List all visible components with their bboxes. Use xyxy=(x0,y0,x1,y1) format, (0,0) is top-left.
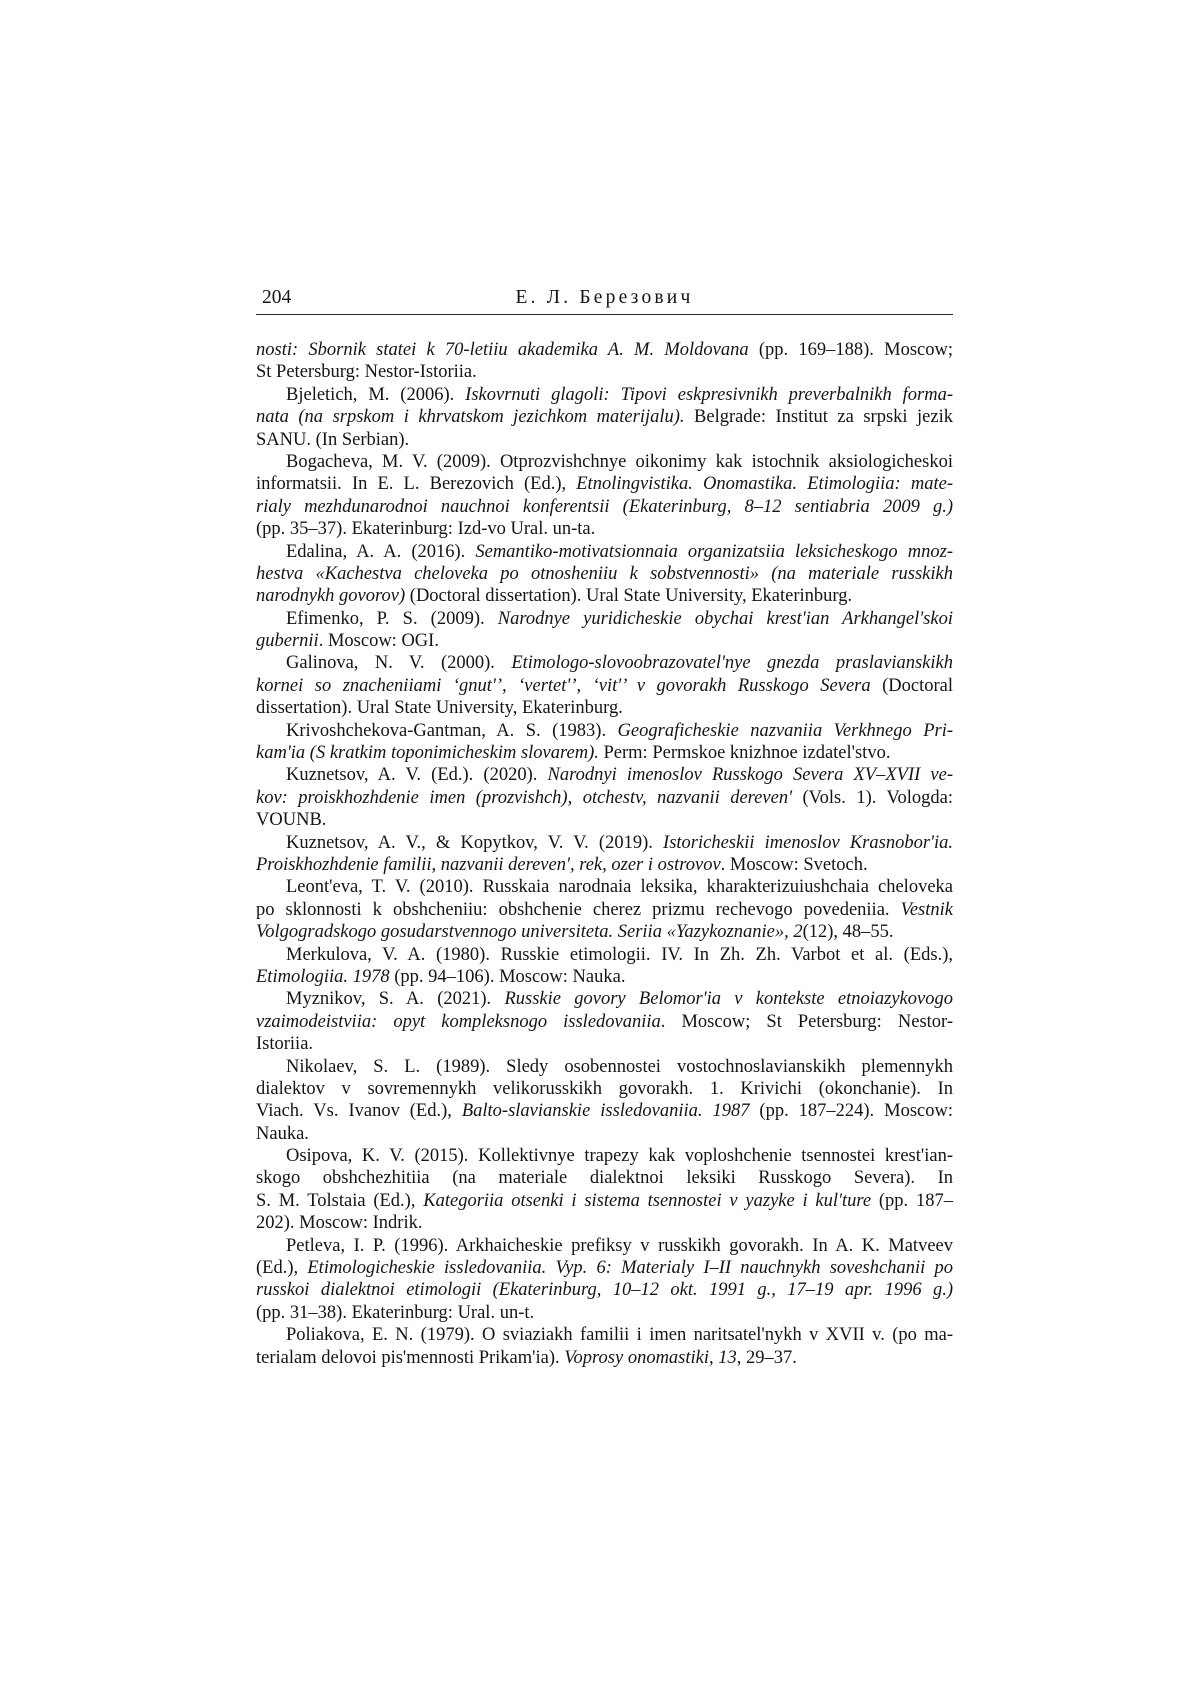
italic-title-text: rialy mezhdunarodnoi nauchnoi konferentsii (Ekaterinburg, 8–12 sentiabria 2009 g.) xyxy=(256,496,953,517)
reference-entry xyxy=(256,1145,953,1235)
reference-line xyxy=(256,742,953,764)
italic-title-text: Proiskhozhdenie familii, nazvanii dereven', rek, ozer i ostrovov xyxy=(256,854,721,875)
reference-text: . Moscow: OGI. xyxy=(318,631,439,652)
reference-text: dissertation). Ural State University, Ekaterinburg. xyxy=(256,698,623,719)
italic-title-text: Semantiko-motivatsionnaia organizatsiia leksicheskogo mnoz- xyxy=(475,541,953,562)
reference-entry xyxy=(256,1056,953,1146)
reference-entry xyxy=(256,944,953,989)
reference-text: informatsii. In E. L. Berezovich (Ed.), xyxy=(256,474,577,495)
reference-line xyxy=(256,1078,953,1100)
reference-text: Edalina, A. A. (2016). xyxy=(286,541,476,562)
reference-line xyxy=(256,854,953,876)
italic-title-text: Voprosy onomastiki, 13 xyxy=(564,1347,737,1368)
italic-title-text: gubernii xyxy=(256,631,319,652)
reference-text: 202). Moscow: Indrik. xyxy=(256,1213,423,1234)
reference-line xyxy=(256,563,953,585)
reference-text: Myznikov, S. A. (2021). xyxy=(286,989,505,1010)
reference-line xyxy=(256,541,953,563)
italic-title-text: Narodnyi imenoslov Russkogo Severa XV–XVII ve- xyxy=(547,765,953,786)
reference-line xyxy=(256,518,953,540)
reference-entry xyxy=(256,1235,953,1325)
italic-title-text: Balto-slavianskie issledovaniia. 1987 xyxy=(461,1101,750,1122)
italic-title-text: Russkie govory Belomor'ia v kontekste etnoiazykovogo xyxy=(504,989,953,1010)
running-head-author: Е. Л. Березович xyxy=(515,287,694,308)
italic-title-text: russkoi dialektnoi etimologii (Ekaterinburg, 10–12 okt. 1991 g., 17–19 apr. 1996 g.) xyxy=(256,1280,953,1301)
reference-text: Istoriia. xyxy=(256,1034,314,1055)
reference-text: VOUNB. xyxy=(256,810,327,831)
reference-line xyxy=(256,944,953,966)
reference-line xyxy=(256,361,953,383)
reference-text: terialam delovoi pis'mennosti Prikam'ia). xyxy=(256,1347,565,1368)
reference-line xyxy=(256,832,953,854)
reference-line xyxy=(256,429,953,451)
reference-line xyxy=(256,1123,953,1145)
reference-text: Krivoshchekova-Gantman, A. S. (1983). xyxy=(286,720,618,741)
reference-line xyxy=(256,585,953,607)
italic-title-text: Iskovrnuti glagoli: Tipovi eskpresivnikh preverbalnikh forma- xyxy=(465,384,953,405)
reference-text: Kuznetsov, A. V., & Kopytkov, V. V. (2019). xyxy=(286,832,664,853)
reference-text: (pp. 187–224). Moscow: xyxy=(749,1101,953,1122)
reference-line xyxy=(256,809,953,831)
reference-entry xyxy=(256,608,953,653)
reference-entry xyxy=(256,451,953,541)
reference-text: Leont'eva, T. V. (2010). Russkaia narodnaia leksika, kharakterizuiushchaia cheloveka xyxy=(286,877,953,898)
italic-title-text: vzaimodeistviia: opyt kompleksnogo issledovaniia xyxy=(256,1011,661,1032)
reference-entry xyxy=(256,988,953,1055)
page-number: 204 xyxy=(262,287,292,308)
reference-entry xyxy=(256,764,953,831)
reference-text: (pp. 35–37). Ekaterinburg: Izd-vo Ural. un-ta. xyxy=(256,519,596,540)
reference-text: Viach. Vs. Ivanov (Ed.), xyxy=(256,1101,462,1122)
reference-line xyxy=(256,966,953,988)
italic-title-text: hestva «Kachestva cheloveka po otnosheniiu k sobstvennosti» (na materiale russkikh xyxy=(256,563,953,584)
reference-text: St Petersburg: Nestor-Istoriia. xyxy=(256,362,477,383)
reference-text: Kuznetsov, A. V. (Ed.). (2020). xyxy=(286,765,548,786)
reference-line xyxy=(256,473,953,495)
reference-text: , 29–37. xyxy=(736,1347,797,1368)
reference-line xyxy=(256,787,953,809)
reference-text: Bogacheva, M. V. (2009). Otprozvishchnye oikonimy kak istochnik aksiologicheskoi xyxy=(286,451,953,472)
italic-title-text: kam'ia (S kratkim toponimicheskim slovarem). xyxy=(256,743,599,764)
reference-line xyxy=(256,1033,953,1055)
reference-text: dialektov v sovremennykh velikorusskikh govorakh. 1. Krivichi (okonchanie). In xyxy=(256,1078,953,1099)
reference-line xyxy=(256,451,953,473)
reference-text: SANU. (In Serbian). xyxy=(256,429,410,450)
reference-text: (pp. 94–106). Moscow: Nauka. xyxy=(389,966,626,987)
italic-title-text: Etimologicheskie issledovaniia. Vyp. 6: Materialy I–II nauchnykh soveshchanii po xyxy=(307,1258,954,1279)
reference-list xyxy=(256,339,953,1369)
italic-title-text: kornei so znacheniiami ‘gnut'’, ‘vertet'’, ‘vit'’ v govorakh Russkogo Severa xyxy=(256,675,871,696)
italic-title-text: Kategoriia otsenki i sistema tsennostei v yazyke i kul'ture xyxy=(423,1190,872,1211)
reference-text: Belgrade: Institut za srpski jezik xyxy=(684,407,953,428)
reference-text: S. M. Tolstaia (Ed.), xyxy=(256,1190,424,1211)
italic-title-text: Etnolingvistika. Onomastika. Etimologiia: mate- xyxy=(576,474,953,495)
reference-text: (Ed.), xyxy=(256,1258,308,1279)
reference-line xyxy=(256,876,953,898)
reference-text: Osipova, K. V. (2015). Kollektivnye trapezy kak voploshchenie tsennostei krest'ian- xyxy=(286,1146,953,1167)
italic-title-text: Geograficheskie nazvaniia Verkhnego Pri- xyxy=(617,720,954,741)
reference-text: Poliakova, E. N. (1979). O sviaziakh familii i imen naritsatel'nykh v XVII v. (po ma- xyxy=(286,1325,953,1346)
italic-title-text: Etimologo-slovoobrazovatel'nye gnezda praslavianskikh xyxy=(511,653,953,674)
reference-line xyxy=(256,384,953,406)
reference-line xyxy=(256,406,953,428)
reference-line xyxy=(256,630,953,652)
reference-text: (Vols. 1). Vologda: xyxy=(792,787,953,808)
running-header xyxy=(256,282,953,315)
italic-title-text: Etimologiia. 1978 xyxy=(256,966,390,987)
reference-text: Nauka. xyxy=(256,1123,309,1144)
reference-text: Bjeletich, M. (2006). xyxy=(286,384,466,405)
reference-line xyxy=(256,1324,953,1346)
reference-line xyxy=(256,675,953,697)
reference-text: (Doctoral dissertation). Ural State University, Ekaterinburg. xyxy=(405,586,853,607)
reference-entry xyxy=(256,832,953,877)
reference-text: skogo obshchezhitiia (na materiale dialektnoi leksiki Russkogo Severa). In xyxy=(256,1168,953,1189)
reference-text: Perm: Permskoe knizhnoe izdatel'stvo. xyxy=(598,743,891,764)
reference-entry xyxy=(256,541,953,608)
reference-line xyxy=(256,988,953,1010)
reference-line xyxy=(256,339,953,361)
reference-entry xyxy=(256,720,953,765)
reference-text: Nikolaev, S. L. (1989). Sledy osobennostei vostochnoslavianskikh plemennykh xyxy=(286,1056,953,1077)
reference-text: po sklonnosti k obshcheniiu: obshchenie cherez prizmu rechevogo povedeniia. xyxy=(256,899,901,920)
reference-text: (pp. 169–188). Moscow; xyxy=(748,340,954,360)
reference-text: Merkulova, V. A. (1980). Russkie etimologii. IV. In Zh. Zh. Varbot et al. (Eds.), xyxy=(286,944,953,965)
reference-text: . Moscow; St Petersburg: Nestor- xyxy=(660,1011,954,1032)
reference-line xyxy=(256,496,953,518)
reference-line xyxy=(256,720,953,742)
reference-line xyxy=(256,1145,953,1167)
reference-entry xyxy=(256,876,953,943)
reference-text: Galinova, N. V. (2000). xyxy=(286,653,512,674)
reference-text: (12), 48–55. xyxy=(802,922,894,943)
italic-title-text: Vestnik xyxy=(900,899,953,920)
reference-text: (Doctoral xyxy=(870,675,953,696)
reference-line xyxy=(256,1100,953,1122)
reference-line xyxy=(256,1235,953,1257)
reference-line xyxy=(256,608,953,630)
italic-title-text: Istoricheskii imenoslov Krasnobor'ia. xyxy=(663,832,953,853)
reference-entry xyxy=(256,339,953,384)
reference-entry xyxy=(256,1324,953,1369)
reference-text: . Moscow: Svetoch. xyxy=(720,854,868,875)
reference-entry xyxy=(256,384,953,451)
reference-text: Petleva, I. P. (1996). Arkhaicheskie prefiksy v russkikh govorakh. In A. K. Matveev xyxy=(286,1235,953,1256)
italic-title-text: nosti: Sbornik statei k 70-letiiu akademika A. M. Moldovana xyxy=(256,340,749,360)
reference-line xyxy=(256,1011,953,1033)
reference-line xyxy=(256,697,953,719)
italic-title-text: Volgogradskogo gosudarstvennogo universiteta. Seriia «Yazykoznanie», 2 xyxy=(256,922,803,943)
italic-title-text: kov: proiskhozhdenie imen (prozvishch), otchestv, nazvanii dereven' xyxy=(256,787,793,808)
reference-line xyxy=(256,1347,953,1369)
reference-line xyxy=(256,921,953,943)
reference-text: (pp. 187– xyxy=(871,1190,953,1211)
italic-title-text: narodnykh govorov) xyxy=(256,586,406,607)
italic-title-text: nata (na srpskom i khrvatskom jezichkom materijalu). xyxy=(256,407,685,428)
reference-entry xyxy=(256,652,953,719)
reference-line xyxy=(256,764,953,786)
reference-line xyxy=(256,899,953,921)
reference-line xyxy=(256,1302,953,1324)
italic-title-text: Narodnye yuridicheskie obychai krest'ian Arkhangel'skoi xyxy=(497,608,953,629)
reference-line xyxy=(256,1212,953,1234)
reference-line xyxy=(256,652,953,674)
reference-line xyxy=(256,1167,953,1189)
reference-text: (pp. 31–38). Ekaterinburg: Ural. un-t. xyxy=(256,1302,535,1323)
reference-line xyxy=(256,1056,953,1078)
reference-line xyxy=(256,1279,953,1301)
reference-line xyxy=(256,1257,953,1279)
reference-text: Efimenko, P. S. (2009). xyxy=(286,608,498,629)
reference-line xyxy=(256,1190,953,1212)
